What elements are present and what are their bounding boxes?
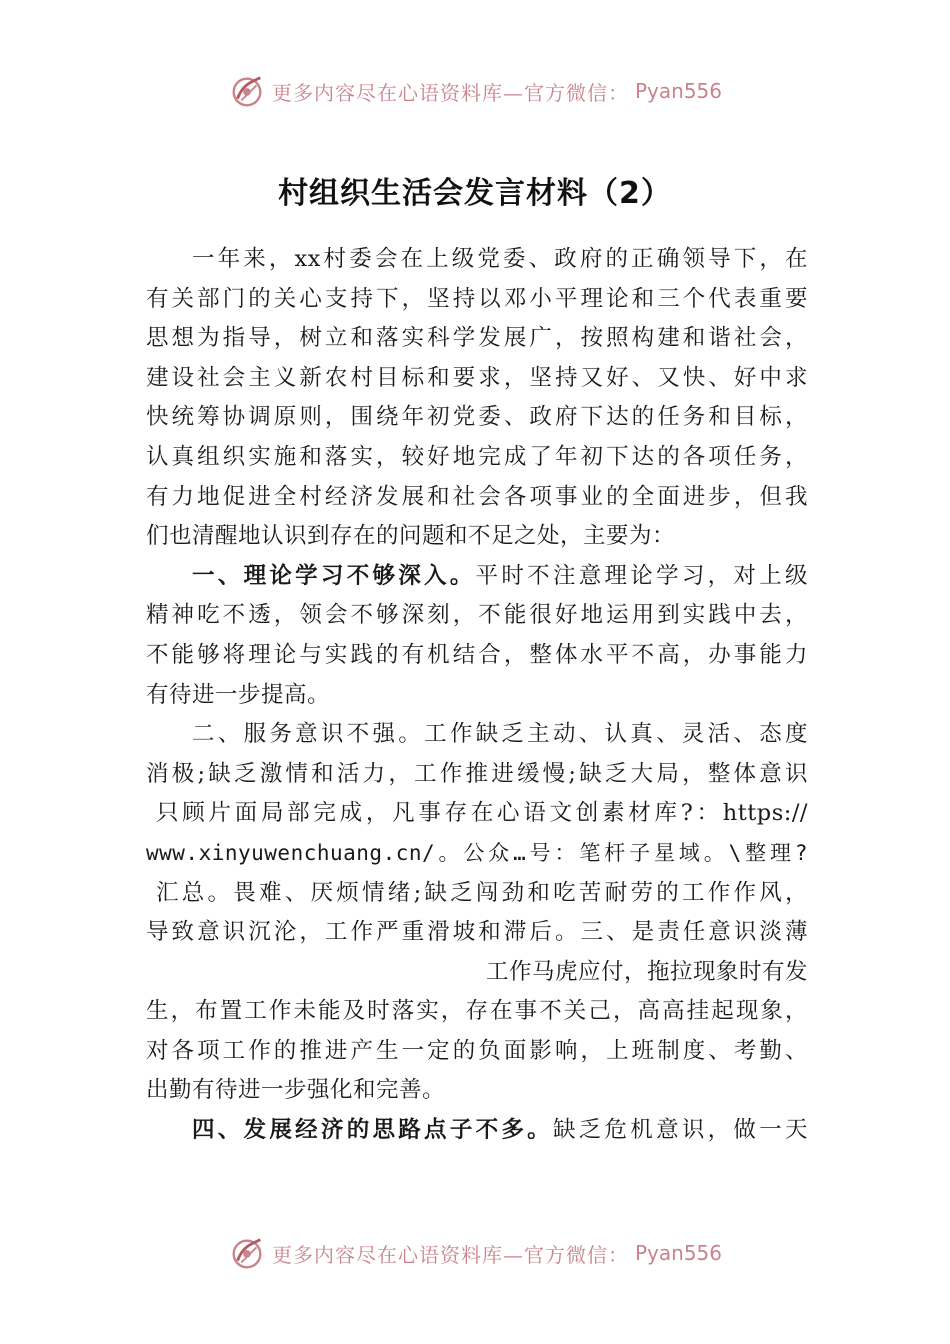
line-text: 们也清醒地认识到存在的问题和不足之处，主要为： xyxy=(146,523,676,550)
text-line xyxy=(146,953,808,993)
text-line xyxy=(146,1111,808,1151)
section-heading: 一、理论学习不够深入。 xyxy=(192,562,476,589)
text-line xyxy=(146,478,808,518)
line-text: 二、服务意识不强。工作缺乏主动、认真、灵活、态度 xyxy=(192,721,808,748)
text-line xyxy=(146,715,808,755)
line-text: 平时不注意理论学习，对上级 xyxy=(475,562,808,589)
text-line xyxy=(146,438,808,478)
watermark-account: Pyan556 xyxy=(634,79,722,103)
text-line xyxy=(146,755,808,795)
line-text: 快统筹协调原则，围绕年初党委、政府下达的任务和目标， xyxy=(146,404,808,431)
text-line xyxy=(146,398,808,438)
watermark-account: Pyan556 xyxy=(634,1241,722,1265)
brand-logo-icon xyxy=(228,72,266,110)
header-watermark xyxy=(0,72,950,110)
line-text: 只顾片面局部完成，凡事存在心语文创素材库?：https:// xyxy=(156,800,808,827)
line-text: 精神吃不透，领会不够深刻，不能很好地运用到实践中去， xyxy=(146,602,808,629)
line-text: 有待进一步提高。 xyxy=(146,681,331,708)
document-body xyxy=(146,240,808,1151)
brand-logo-icon xyxy=(228,1234,266,1272)
line-text: 汇总。畏难、厌烦情绪;缺乏闯劲和吃苦耐劳的工作作风， xyxy=(156,879,808,906)
line-text: 认真组织实施和落实，较好地完成了年初下达的各项任务， xyxy=(146,443,808,470)
text-line xyxy=(146,874,808,914)
line-text: www.xinyuwenchuang.cn/。公众…号：笔杆子星域。\整理? xyxy=(146,840,808,865)
text-line xyxy=(146,280,808,320)
line-text: 消极;缺乏激情和活力，工作推进缓慢;缺乏大局，整体意识 xyxy=(146,760,808,787)
line-text: 导致意识沉沦，工作严重滑坡和滞后。三、是责任意识淡薄 xyxy=(146,919,808,946)
line-text: 对各项工作的推进产生一定的负面影响，上班制度、考勤、 xyxy=(146,1037,808,1064)
watermark-text: 更多内容尽在心语资料库—官方微信： xyxy=(271,1242,629,1267)
line-text: 生，布置工作未能及时落实，存在事不关己，高高挂起现象， xyxy=(146,998,808,1025)
text-line xyxy=(146,1071,808,1111)
text-line xyxy=(146,636,808,676)
text-line xyxy=(146,517,808,557)
text-line xyxy=(146,676,808,716)
line-text: 建设社会主义新农村目标和要求，坚持又好、又快、好中求 xyxy=(146,364,808,391)
line-text: 出勤有待进一步强化和完善。 xyxy=(146,1077,446,1104)
document-title: 村组织生活会发言材料（2） xyxy=(278,176,672,211)
line-text: 工作马虎应付，拖拉现象时有发 xyxy=(485,958,808,985)
text-line xyxy=(146,557,808,597)
line-text: 有力地促进全村经济发展和社会各项事业的全面进步，但我 xyxy=(146,483,808,510)
text-line xyxy=(146,359,808,399)
line-text: 一年来，xx村委会在上级党委、政府的正确领导下，在 xyxy=(192,246,808,272)
text-line xyxy=(146,240,808,280)
footer-watermark xyxy=(0,1234,950,1272)
text-line xyxy=(146,834,808,874)
text-line xyxy=(146,794,808,834)
line-text: 思想为指导，树立和落实科学发展广，按照构建和谐社会， xyxy=(146,325,808,352)
text-line xyxy=(146,596,808,636)
text-line xyxy=(146,992,808,1032)
line-text: 不能够将理论与实践的有机结合，整体水平不高，办事能力 xyxy=(146,641,808,668)
section-heading: 四、发展经济的思路点子不多。 xyxy=(192,1117,553,1144)
line-text: 有关部门的关心支持下，坚持以邓小平理论和三个代表重要 xyxy=(146,285,808,312)
text-line xyxy=(146,319,808,359)
line-text: 缺乏危机意识，做一天 xyxy=(552,1117,808,1144)
watermark-text: 更多内容尽在心语资料库—官方微信： xyxy=(271,80,629,105)
text-line xyxy=(146,1032,808,1072)
text-line xyxy=(146,913,808,953)
